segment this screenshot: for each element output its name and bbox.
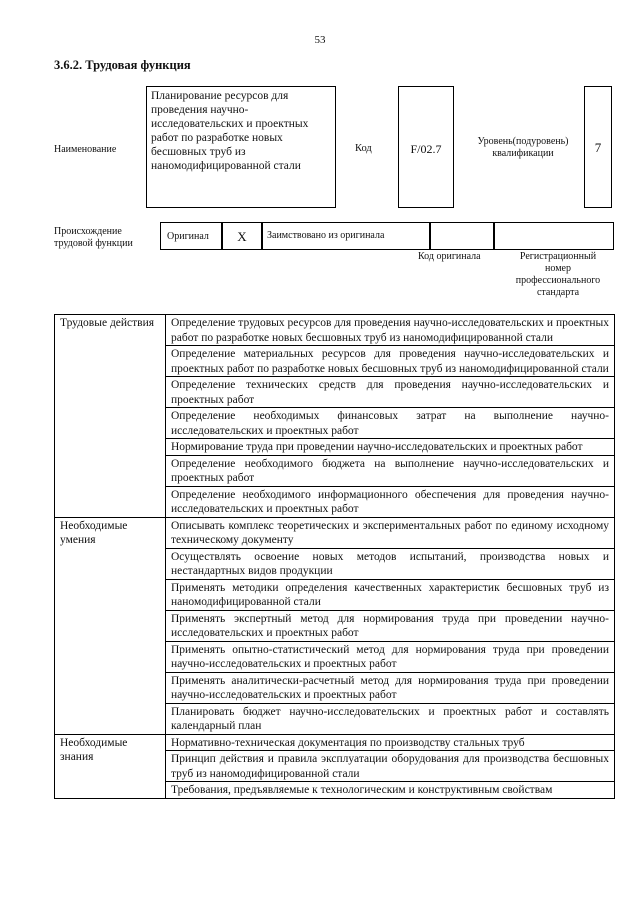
table-row: [55, 315, 615, 346]
level-box: 7: [584, 86, 612, 208]
section-item: Определение необходимых финансовых затрат на выполнение научно-исследовательских и проектных работ: [166, 408, 615, 439]
section-item: Определение необходимого информационного обеспечения для проведения научно-исследовательских и проектных работ: [166, 486, 615, 517]
section-item: Осуществлять освоение новых методов испытаний, производства новых и нестандартных видов продукции: [166, 548, 615, 579]
section-item: Планировать бюджет научно-исследовательских и проектных работ и составлять календарный план: [166, 703, 615, 734]
section-item: Определение материальных ресурсов для проведения научно-исследовательских и проектных работ по разработке новых бесшовных труб из наномодифицированной стали: [166, 346, 615, 377]
section-label: Необходимые умения: [55, 517, 166, 734]
code-box: F/02.7: [398, 86, 454, 208]
section-item: Применять экспертный метод для нормирования труда при проведении научно-исследовательских и проектных работ: [166, 610, 615, 641]
section-item: Определение технических средств для проведения научно-исследовательских и проектных работ: [166, 377, 615, 408]
section-item: Принцип действия и правила эксплуатации оборудования для производства бесшовных труб из наномодифицированной стали: [166, 751, 615, 782]
table-row: [55, 517, 615, 548]
origin-row: [160, 222, 614, 250]
section-label: Трудовые действия: [55, 315, 166, 518]
function-name-box: Планирование ресурсов для проведения научно-исследовательских и проектных работ по разработке новых бесшовных труб из наномодифицированной стали: [146, 86, 336, 208]
origin-label: Происхождение трудовой функции: [54, 226, 133, 249]
empty-cell: [430, 222, 494, 250]
code-original-label: Код оригинала: [418, 251, 481, 262]
original-cell: Оригинал: [160, 222, 222, 250]
reg-number-label: Регистрационный номер профессионального стандарта: [515, 251, 601, 298]
code-label: Код: [355, 143, 372, 154]
section-item: Применять опытно-статистический метод для нормирования труда при проведении научно-исследовательских и проектных работ: [166, 641, 615, 672]
section-item: Описывать комплекс теоретических и экспериментальных работ по единому исходному техническому документу: [166, 517, 615, 548]
level-label: Уровень(подуровень) квалификации: [477, 136, 569, 159]
section-item: Применять методики определения качественных характеристик бесшовных труб из наномодифицированной стали: [166, 579, 615, 610]
table-row: [55, 734, 615, 751]
empty-cell: [494, 222, 614, 250]
section-item: Определение необходимого бюджета на выполнение научно-исследовательских и проектных работ: [166, 455, 615, 486]
section-item: Нормирование труда при проведении научно-исследовательских и проектных работ: [166, 439, 615, 456]
page-number: 53: [314, 34, 326, 46]
section-item: Определение трудовых ресурсов для проведения научно-исследовательских и проектных работ по разработке новых бесшовных труб из наномодифицированной стали: [166, 315, 615, 346]
section-item: Требования, предъявляемые к технологическим и конструктивным свойствам: [166, 782, 615, 799]
function-table: [54, 314, 615, 799]
original-mark: X: [222, 222, 262, 250]
section-item: Нормативно-техническая документация по производству стальных труб: [166, 734, 615, 751]
section-title: 3.6.2. Трудовая функция: [54, 58, 191, 72]
section-label: Необходимые знания: [55, 734, 166, 798]
borrowed-cell: Заимствовано из оригинала: [262, 222, 430, 250]
name-label: Наименование: [54, 144, 117, 155]
section-item: Применять аналитически-расчетный метод для нормирования труда при проведении научно-исследовательских и проектных работ: [166, 672, 615, 703]
